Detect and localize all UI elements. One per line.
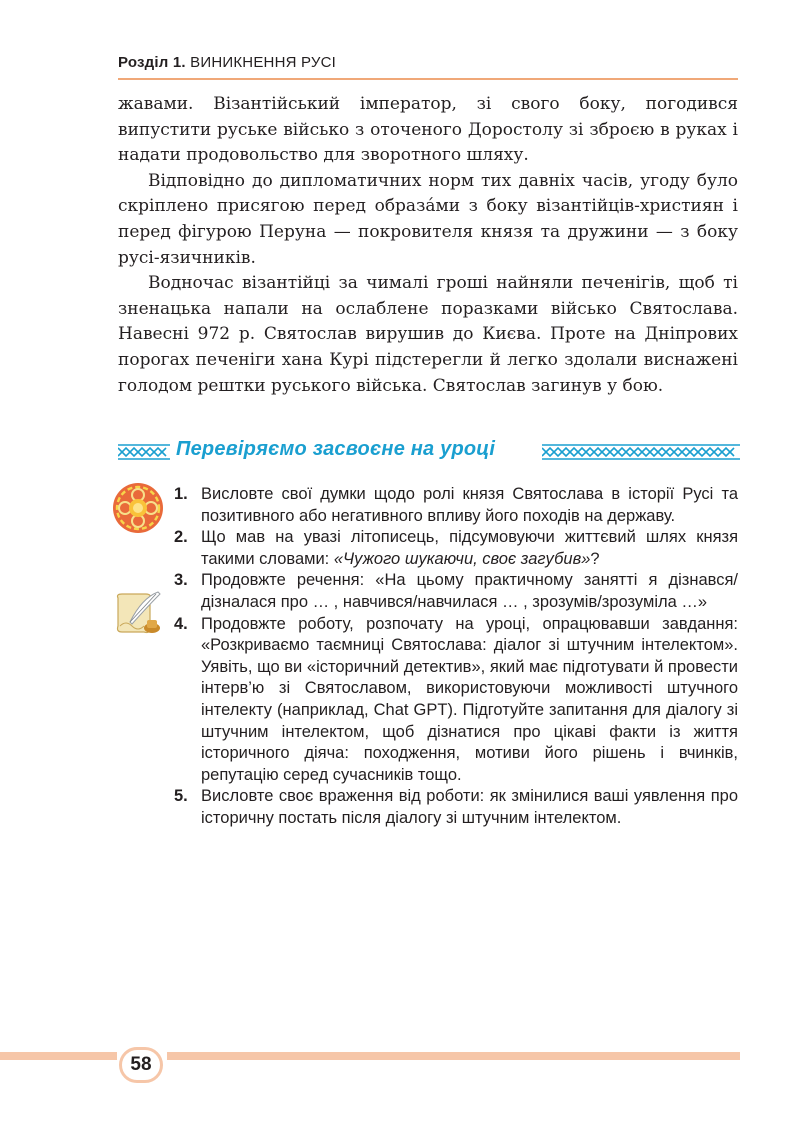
- paragraph-1: жавами. Візантійський імператор, зі свого боку, погодився випустити руське військо з оточеного Доростолу зі зброєю в руках і надати продовольство для зворотного шляху.: [118, 94, 738, 166]
- task-text-before: Що мав на увазі літописець, підсумовуючи життєвий шлях князя такими словами:: [201, 528, 738, 568]
- main-text: [118, 92, 738, 399]
- task-number: 4.: [174, 614, 188, 633]
- task-text-after: ?: [590, 549, 600, 568]
- section-number: 1.: [172, 54, 186, 71]
- chronicle-quote: «Чужого шукаючи, своє загубив»: [333, 549, 591, 568]
- task-number: 5.: [174, 787, 188, 806]
- section-label: Розділ: [118, 54, 169, 71]
- task-item-5: [174, 786, 738, 829]
- task-item-4: [174, 614, 738, 787]
- task-item-2: [174, 527, 738, 570]
- section-heading: [118, 438, 740, 466]
- paragraph-2: Відповідно до дипломатичних норм тих давніх часів, угоду було скріплено присягою перед образáми з боку візантійців-християн і перед фігурою Перуна — покровителя князя та дружини — з боку русі-язичників.: [118, 170, 738, 268]
- running-head: [118, 54, 336, 71]
- page-header: [118, 50, 738, 80]
- section-heading-title: Перевіряємо засвоєне на уроці: [176, 438, 496, 460]
- quill-scroll-icon: [112, 590, 164, 636]
- task-item-1: [174, 484, 738, 527]
- task-number: 3.: [174, 571, 188, 590]
- task-text: Продовжте речення: «На цьому практичному занятті я дізнався/дізналася про … , навчився/навчилася … , зрозумів/зрозуміла …»: [201, 571, 738, 611]
- task-text: Висловте свої думки щодо ролі князя Святослава в історії Русі та позитивного або негативного впливу його походів на державу.: [201, 485, 738, 525]
- sun-ornament-icon: [111, 481, 165, 535]
- task-text: Продовжте роботу, розпочату на уроці, опрацювавши завдання: «Розкриваємо таємниці Святослава: діалог зі штучним інтелектом». Уявіть, що ви «історичний детектив», який має підготувати й провести інтерв’ю зі Святославом, використовуючи можливості штучного інтелекту (наприклад, Chat GPT). Підготуйте запитання для діалогу зі штучним інтелектом, щоб дізнатися про цікаві факти із життя історичного діяча: походження, мотиви його рішень і вчинків, репутацію серед сучасників тощо.: [201, 614, 738, 784]
- task-text: [201, 527, 738, 570]
- footer-bar: [0, 1052, 740, 1060]
- task-item-3: [174, 570, 738, 613]
- task-list: [174, 484, 738, 830]
- braid-ornament-right-icon: [542, 444, 740, 460]
- task-number: 1.: [174, 485, 188, 503]
- braid-ornament-left-icon: [118, 444, 170, 460]
- task-number: 2.: [174, 528, 188, 547]
- section-title: ВИНИКНЕННЯ РУСІ: [190, 54, 337, 71]
- task-text: Висловте своє враження від роботи: як змінилися ваші уявлення про історичну постать після діалогу зі штучним інтелектом.: [201, 787, 738, 827]
- page-number: 58: [119, 1047, 163, 1083]
- paragraph-3: Водночас візантійці за чималі гроші найняли печенігів, щоб ті зненацька напали на ослаблене поразками військо Святослава. Навесні 972 р. Святослав вирушив до Києва. Проте на Дніпрових порогах печеніги хана Курі підстерегли й легко здолали виснажені голодом рештки руського війська. Святослав загинув у бою.: [118, 273, 738, 396]
